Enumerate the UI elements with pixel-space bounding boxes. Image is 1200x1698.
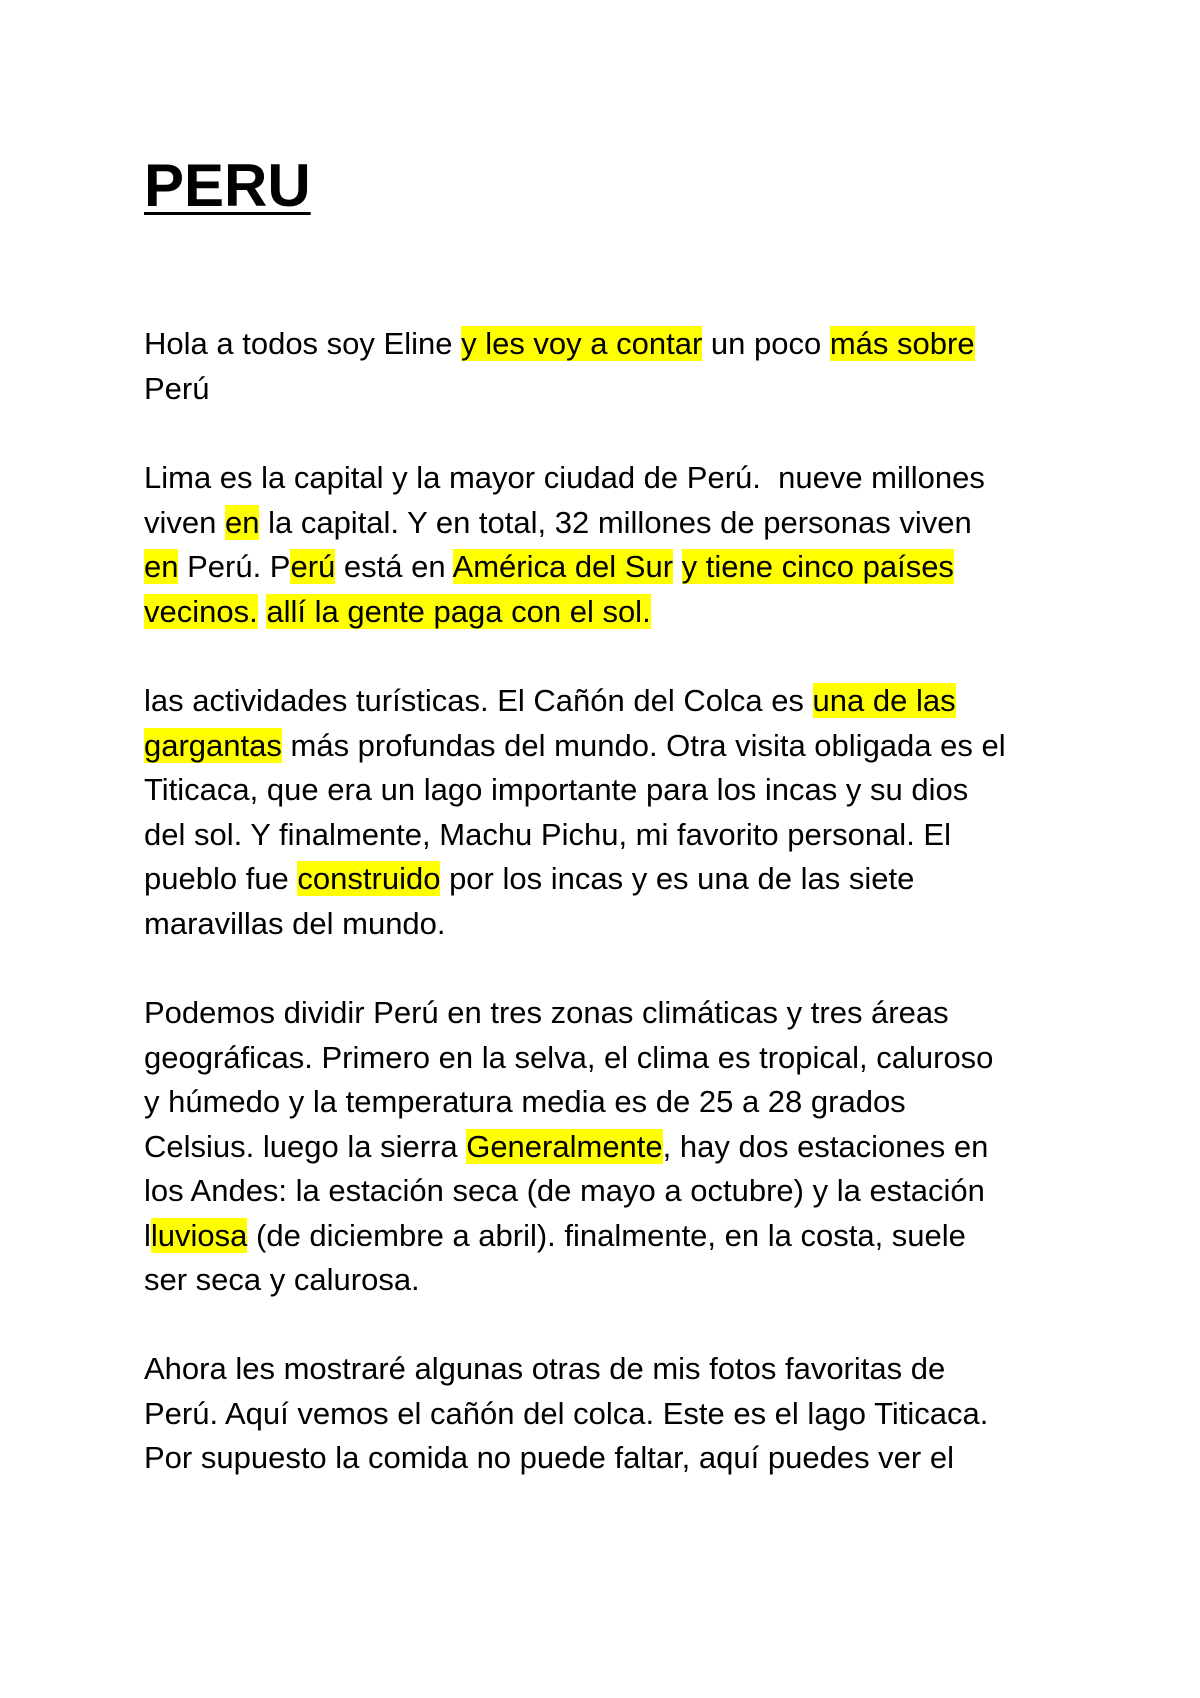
text-run: la capital. Y en total, 32 millones de personas viven [259,504,972,540]
text-line [144,1436,1084,1481]
text-line [144,679,1084,724]
text-line [144,1036,1084,1081]
text-run: y húmedo y la temperatura media es de 25 a 28 grados [144,1084,906,1119]
text-line [144,501,1084,546]
highlighted-text: en [144,549,179,584]
text-run: Por supuesto la comida no puede faltar, aquí puedes ver el [144,1440,954,1475]
text-run: l [144,1217,151,1253]
text-line [144,1258,1084,1303]
text-run: del sol. Y finalmente, Machu Pichu, mi favorito personal. El [144,816,951,852]
highlighted-text: Generalmente [466,1128,663,1164]
paragraph-lima [144,456,1084,634]
highlighted-text: vecinos. [144,593,258,629]
highlighted-text: en [224,504,260,540]
paragraph-intro [144,322,1084,411]
text-run: por los incas y es una de las siete [440,861,915,896]
text-line [144,902,1084,947]
text-run: viven [144,504,225,540]
text-line [144,1080,1084,1125]
text-line [144,456,1084,501]
text-run: Perú. Aquí vemos el cañón del colca. Este es el lago Titicaca. [144,1395,989,1431]
text-run: Lima es la capital y la mayor ciudad de Perú. nueve millones [144,460,985,495]
paragraph-climate [144,991,1084,1303]
text-line [144,813,1084,858]
paragraph-tourism [144,679,1084,946]
text-line [144,545,1084,590]
text-run: ser seca y calurosa. [144,1262,420,1297]
paragraph-photos [144,1347,1084,1481]
text-run: Ahora les mostraré algunas otras de mis fotos favoritas de [144,1351,946,1386]
text-run: los Andes: la estación seca (de mayo a octubre) y la estación [144,1173,985,1208]
text-run: Titicaca, que era un lago importante para los incas y su dios [144,772,969,807]
text-run: Podemos dividir Perú en tres zonas climáticas y tres áreas [144,995,949,1030]
text-run: (de diciembre a abril). finalmente, en la costa, suele [247,1217,966,1253]
highlighted-text: más sobre [829,326,975,361]
text-run: está en [335,549,453,584]
highlighted-text: y les voy a contar [461,326,703,361]
text-run: maravillas del mundo. [144,905,446,941]
text-line [144,1347,1084,1392]
text-line [144,1214,1084,1259]
highlighted-text: América del Sur [452,549,674,584]
text-line [144,322,1084,367]
text-run: Perú. P [178,549,291,584]
text-line [144,590,1084,635]
highlighted-text: y tiene cinco países [681,549,954,584]
highlighted-text: una de las [812,683,956,718]
text-run: más profundas del mundo. Otra visita obligada es el [281,727,1006,763]
text-run: Celsius. luego la sierra [144,1128,467,1164]
text-run: , hay dos estaciones en [662,1128,989,1164]
highlighted-text: luviosa [150,1217,248,1253]
text-line [144,1169,1084,1214]
highlighted-text: erú [290,549,336,584]
highlighted-text: gargantas [144,727,282,763]
text-run: Perú [144,370,210,406]
text-line [144,724,1084,769]
highlighted-text: construido [297,861,441,896]
text-line [144,1392,1084,1437]
text-run: Hola a todos soy Eline [144,326,462,361]
document-title: PERU [144,152,311,219]
text-run: geográficas. Primero en la selva, el clima es tropical, caluroso [144,1039,994,1075]
text-line [144,367,1084,412]
text-line [144,768,1084,813]
text-line [144,857,1084,902]
text-run: las actividades turísticas. El Cañón del Colca es [144,683,813,718]
text-line [144,1125,1084,1170]
text-line [144,991,1084,1036]
text-run [673,549,682,584]
text-run: pueblo fue [144,861,298,896]
text-run: un poco [702,326,830,361]
highlighted-text: allí la gente paga con el sol. [266,593,651,629]
